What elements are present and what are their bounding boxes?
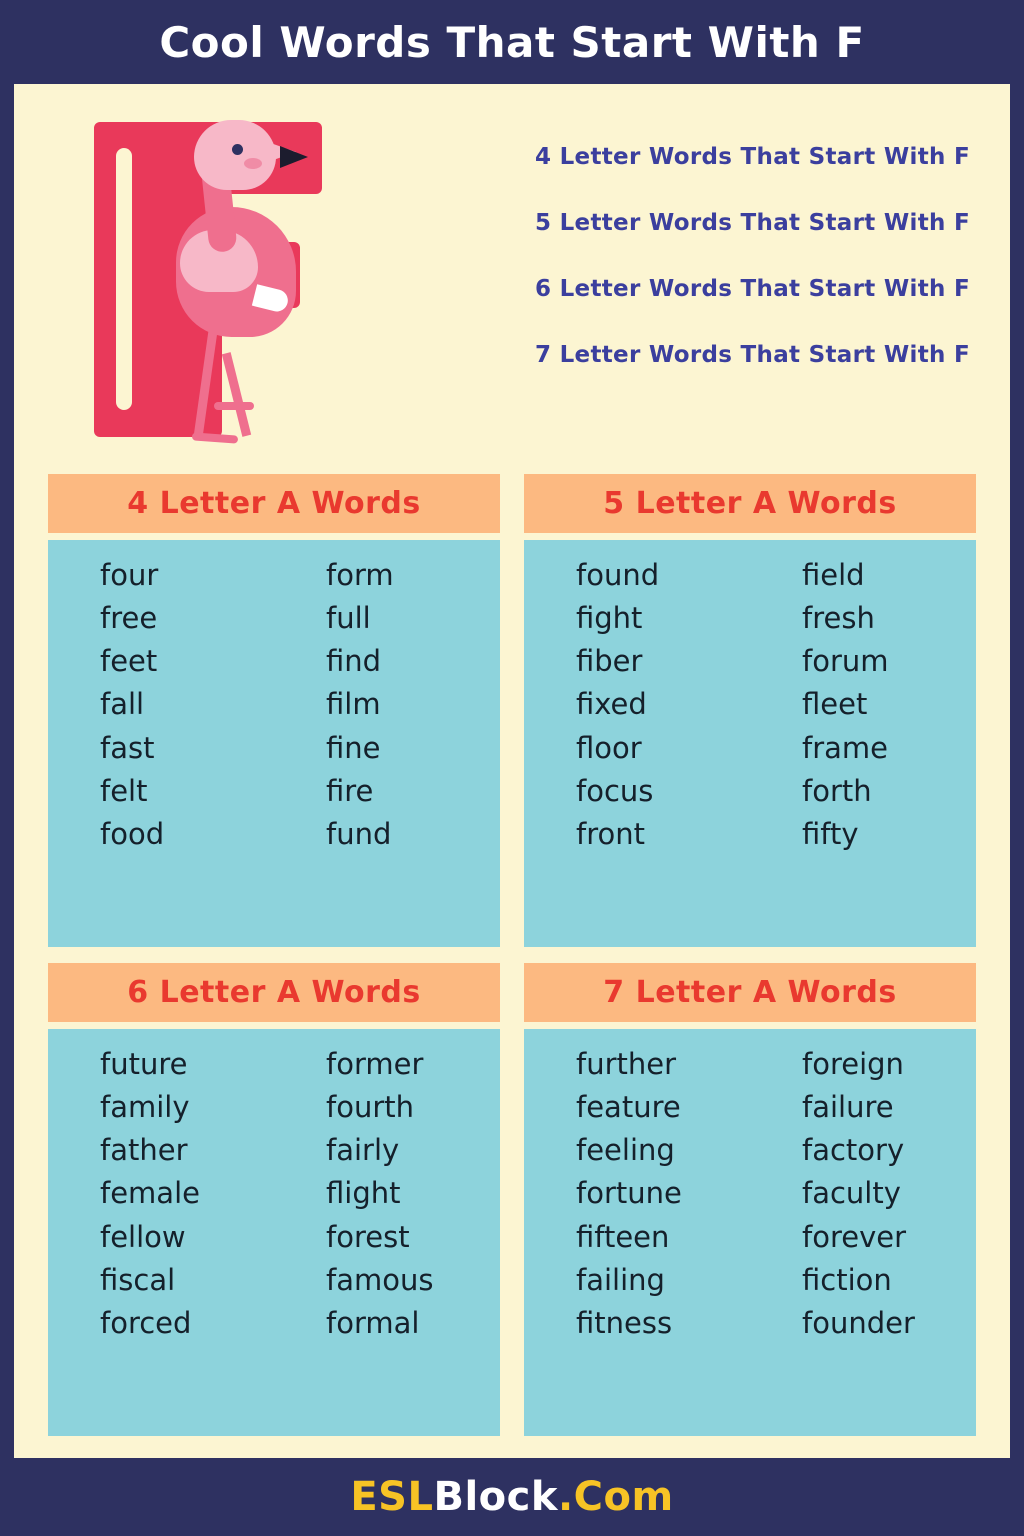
- table-of-contents: [414, 84, 1010, 368]
- word-item: feeling: [576, 1133, 675, 1168]
- word-item: family: [100, 1090, 190, 1125]
- logo-dot-text: .: [557, 1474, 574, 1520]
- word-block-body: [48, 1029, 500, 1436]
- word-item: fifty: [802, 816, 859, 851]
- flamingo-leg-icon: [222, 352, 251, 437]
- word-item: foreign: [802, 1047, 904, 1081]
- flamingo-foot-icon: [214, 402, 254, 410]
- word-item: fortune: [576, 1176, 682, 1211]
- word-item: future: [100, 1047, 188, 1081]
- toc-item-7-letter[interactable]: 7 Letter Words That Start With F: [534, 342, 970, 368]
- word-block-body: [48, 540, 500, 947]
- word-item: forth: [802, 773, 872, 808]
- word-item: failing: [576, 1262, 665, 1297]
- flamingo-beak-tip-icon: [280, 146, 308, 168]
- toc-item-4-letter[interactable]: 4 Letter Words That Start With F: [534, 144, 970, 170]
- word-item: fall: [100, 687, 145, 722]
- flamingo-eye-icon: [232, 144, 243, 155]
- word-item: field: [802, 558, 865, 592]
- word-item: fleet: [802, 687, 868, 722]
- word-block-heading: 6 Letter A Words: [127, 975, 421, 1010]
- word-item: fiscal: [100, 1262, 176, 1297]
- word-item: failure: [802, 1090, 894, 1125]
- word-block-body: [524, 1029, 976, 1436]
- word-item: find: [326, 644, 382, 679]
- flamingo-cheek-icon: [244, 158, 262, 169]
- word-item: fifteen: [576, 1219, 670, 1254]
- word-item: fiction: [802, 1262, 892, 1297]
- word-item: father: [100, 1133, 188, 1168]
- word-column-right: [750, 556, 976, 929]
- word-item: four: [100, 558, 159, 592]
- word-item: further: [576, 1047, 677, 1081]
- word-item: formal: [326, 1305, 420, 1340]
- word-item: faculty: [802, 1176, 901, 1211]
- word-item: fixed: [576, 687, 647, 722]
- word-item: fairly: [326, 1133, 400, 1168]
- content-panel: [14, 84, 1010, 1458]
- logo-com-text: Com: [573, 1474, 674, 1520]
- word-item: founder: [802, 1305, 915, 1340]
- letter-f-inner-stripe: [116, 148, 132, 410]
- word-item: fund: [326, 816, 392, 851]
- page-title: Cool Words That Start With F: [159, 17, 865, 67]
- word-item: focus: [576, 773, 654, 808]
- word-item: frame: [802, 730, 888, 765]
- word-block-heading: 5 Letter A Words: [603, 486, 897, 521]
- word-block-heading-bar: [524, 963, 976, 1022]
- word-item: factory: [802, 1133, 905, 1168]
- flamingo-letter-f-illustration: [84, 102, 414, 452]
- word-item: forum: [802, 644, 889, 679]
- logo-esl-text: ESL: [350, 1474, 434, 1520]
- word-block-heading: 7 Letter A Words: [603, 975, 897, 1010]
- word-block-5-letter: [524, 474, 976, 947]
- word-item: famous: [326, 1262, 434, 1297]
- word-item: fellow: [100, 1219, 186, 1254]
- word-item: floor: [576, 730, 642, 765]
- word-item: forced: [100, 1305, 192, 1340]
- word-item: fresh: [802, 601, 875, 636]
- word-item: feature: [576, 1090, 681, 1125]
- word-item: full: [326, 601, 371, 636]
- flamingo-foot-icon: [192, 432, 238, 443]
- hero-section: [14, 84, 1010, 474]
- word-item: front: [576, 816, 645, 851]
- word-block-body: [524, 540, 976, 947]
- word-block-heading-bar: [524, 474, 976, 533]
- word-item: felt: [100, 773, 148, 808]
- word-item: fire: [326, 773, 374, 808]
- word-block-4-letter: [48, 474, 500, 947]
- word-item: found: [576, 558, 660, 592]
- footer: [0, 1458, 1024, 1536]
- logo-block-text: Block: [433, 1474, 558, 1520]
- word-item: forest: [326, 1219, 410, 1254]
- word-column-right: [750, 1045, 976, 1418]
- word-column-right: [274, 556, 500, 929]
- word-block-7-letter: [524, 963, 976, 1436]
- word-item: fiber: [576, 644, 643, 679]
- title-bar: [0, 0, 1024, 84]
- word-column-left: [48, 556, 274, 929]
- word-item: film: [326, 687, 381, 722]
- word-block-heading-bar: [48, 474, 500, 533]
- word-item: fitness: [576, 1305, 673, 1340]
- word-item: form: [326, 558, 394, 592]
- word-item: flight: [326, 1176, 401, 1211]
- toc-item-6-letter[interactable]: 6 Letter Words That Start With F: [534, 276, 970, 302]
- word-item: free: [100, 601, 158, 636]
- word-item: fight: [576, 601, 643, 636]
- word-column-left: [524, 1045, 750, 1418]
- word-item: fast: [100, 730, 155, 765]
- word-column-right: [274, 1045, 500, 1418]
- site-logo[interactable]: [350, 1474, 673, 1520]
- word-block-heading: 4 Letter A Words: [127, 486, 421, 521]
- word-item: former: [326, 1047, 424, 1081]
- word-item: food: [100, 816, 165, 851]
- word-item: fine: [326, 730, 381, 765]
- word-item: female: [100, 1176, 200, 1211]
- word-item: feet: [100, 644, 158, 679]
- word-column-left: [48, 1045, 274, 1418]
- word-item: fourth: [326, 1090, 415, 1125]
- word-blocks-grid: [14, 474, 1010, 1458]
- toc-item-5-letter[interactable]: 5 Letter Words That Start With F: [534, 210, 970, 236]
- word-block-heading-bar: [48, 963, 500, 1022]
- word-item: forever: [802, 1219, 907, 1254]
- word-block-6-letter: [48, 963, 500, 1436]
- word-column-left: [524, 556, 750, 929]
